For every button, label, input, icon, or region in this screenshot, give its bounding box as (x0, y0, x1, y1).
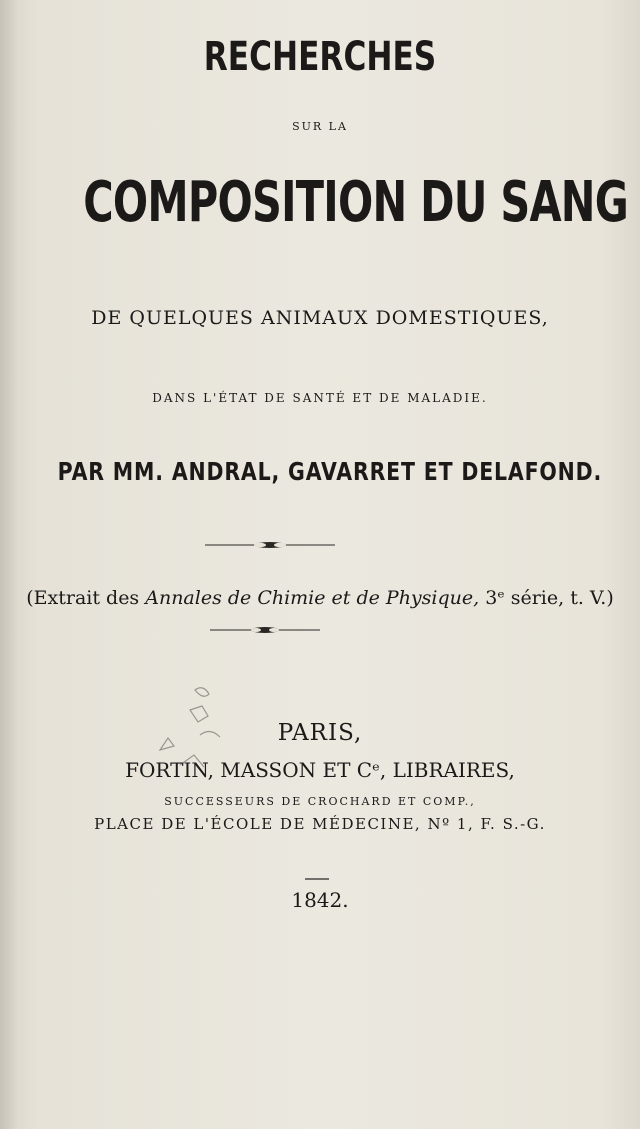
imprint-year: 1842. (291, 888, 349, 912)
page-edge-shadow (0, 0, 18, 1129)
short-divider (305, 877, 329, 881)
imprint-publisher: FORTIN, MASSON ET Cᵉ, LIBRAIRES, (125, 758, 515, 782)
extract-prefix: (Extrait des (26, 587, 146, 609)
subtitle-etat: DANS L'ÉTAT DE SANTÉ ET DE MALADIE. (152, 391, 488, 405)
imprint-address: PLACE DE L'ÉCOLE DE MÉDECINE, Nº 1, F. S.-G. (94, 815, 546, 833)
title-main: COMPOSITION DU SANG (83, 170, 629, 235)
extract-journal: Annales de Chimie et de Physique, (145, 587, 480, 609)
authors-line: PAR MM. ANDRAL, GAVARRET ET DELAFOND. (57, 457, 603, 486)
extract-suffix: 3ᵉ série, t. V.) (479, 587, 614, 609)
extract-note (0, 587, 640, 609)
imprint-city: PARIS, (277, 720, 363, 746)
title-sur-la: SUR LA (292, 120, 348, 133)
imprint-successors: SUCCESSEURS DE CROCHARD ET COMP., (164, 795, 476, 808)
ornament-rule-upper (205, 540, 335, 550)
title-recherches: RECHERCHES (203, 34, 437, 80)
ornament-rule-lower (210, 625, 320, 635)
subtitle-animaux: DE QUELQUES ANIMAUX DOMESTIQUES, (91, 307, 549, 329)
